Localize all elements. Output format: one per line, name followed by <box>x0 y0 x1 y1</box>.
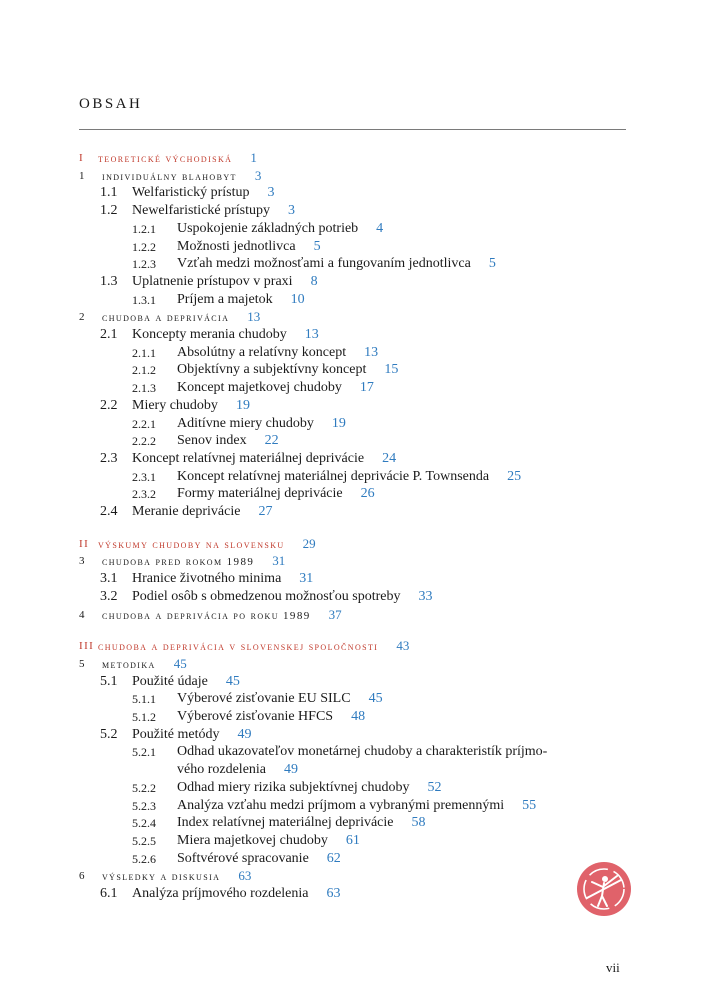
toc-entry-number: 5.2 <box>100 726 118 742</box>
toc-entry-number: 2.3.1 <box>132 469 156 484</box>
toc-entry-title: chudoba a deprivácia po roku 1989 <box>102 609 311 622</box>
toc-entry-page[interactable]: 19 <box>331 415 346 431</box>
toc-entry-page[interactable]: 10 <box>290 291 305 307</box>
toc-entry-title: Miery chudoby <box>132 397 218 413</box>
toc-entry-number: 2 <box>79 311 86 324</box>
toc-entry-title: Objektívny a subjektívny koncept <box>177 362 367 378</box>
toc-entry-number: 2.2.1 <box>132 416 156 431</box>
toc-entry-number: 2.2.2 <box>132 434 156 449</box>
toc-entry-title: individuálny blahobyt <box>102 170 237 183</box>
toc-entry-number: 5.2.5 <box>132 833 156 848</box>
toc-entry-title: Výberové zisťovanie HFCS <box>177 709 334 724</box>
toc-entry-page[interactable]: 22 <box>264 433 279 449</box>
toc-entry-title: Hranice životného minima <box>132 571 282 587</box>
toc-entry-title: Odhad ukazovateľov monetárnej chudoby a charakteristík príjmo- <box>177 744 548 760</box>
toc-entry-page[interactable]: 17 <box>359 380 374 396</box>
toc-entry-page[interactable]: 26 <box>360 486 375 502</box>
toc-entry-title: Analýza vzťahu medzi príjmom a vybranými premennými <box>177 797 505 813</box>
toc-entry-number: 5.2.2 <box>132 780 156 795</box>
toc-entry-title: teoretické východiská <box>98 153 233 165</box>
toc-entry-number: 1.2 <box>100 203 118 219</box>
toc-entry-number: 5 <box>79 657 86 670</box>
toc-entry-number: 2.2 <box>100 397 118 413</box>
toc-entry-title: metodika <box>102 658 156 671</box>
toc-entry-number: 2.1.2 <box>132 363 156 378</box>
toc-entry-title: výskumy chudoby na slovensku <box>98 538 285 551</box>
toc-entry-page[interactable]: 29 <box>302 535 316 551</box>
toc-entry-number: 5.2.1 <box>132 745 156 760</box>
toc-entry-page[interactable]: 45 <box>368 691 383 707</box>
toc-entry-title: Aditívne miery chudoby <box>177 415 314 431</box>
toc-entry-title: výsledky a diskusia <box>102 871 221 884</box>
toc-entry-number: I <box>79 152 85 164</box>
toc-entry-number: 2.1.3 <box>132 381 156 396</box>
toc-entry-number: III <box>79 640 95 653</box>
toc-entry-title: Senov index <box>177 433 247 449</box>
toc-entry-title: Možnosti jednotlivca <box>177 238 296 254</box>
toc-entry-page[interactable]: 8 <box>310 273 318 289</box>
toc-entry-page[interactable]: 62 <box>326 850 341 866</box>
toc-entry-page[interactable]: 1 <box>250 150 257 165</box>
toc-entry-page[interactable]: 25 <box>507 468 522 484</box>
toc-entry-page[interactable]: 13 <box>364 344 379 360</box>
toc-entry-number: 2.3 <box>100 450 118 466</box>
toc-entry-title: Uspokojenie základných potrieb <box>177 220 359 236</box>
toc-entry-title: Absolútny a relatívny koncept <box>177 344 347 360</box>
toc-entry-page[interactable]: 49 <box>284 762 299 778</box>
toc-entry-page[interactable]: 45 <box>173 655 187 671</box>
toc-entry-page[interactable]: 3 <box>254 167 262 183</box>
toc-entry-page[interactable]: 5 <box>488 256 496 272</box>
toc-entry-title: Newelfaristické prístupy <box>132 203 271 219</box>
toc-entry-page[interactable]: 27 <box>258 504 273 519</box>
toc-entry-page[interactable]: 45 <box>225 673 240 689</box>
toc-entry-number: 5.2.4 <box>132 816 156 831</box>
toc-entry-page[interactable]: 31 <box>299 571 314 587</box>
toc-entry-number: 2.1.1 <box>132 345 156 360</box>
toc-entry-title: Formy materiálnej deprivácie <box>177 486 343 502</box>
toc-entry-title: Miera majetkovej chudoby <box>177 832 328 848</box>
toc-entry-number: 6.1 <box>100 886 118 901</box>
toc-entry-page[interactable]: 33 <box>418 588 433 604</box>
toc-entry-number: 1.2.2 <box>132 239 156 254</box>
toc-entry-title: Uplatnenie prístupov v praxi <box>132 273 293 289</box>
toc-entry-number: 5.2.6 <box>132 851 156 866</box>
toc-entry-number: 5.2.3 <box>132 798 156 813</box>
toc-entry-number: 1 <box>79 169 86 182</box>
toc-entry-page[interactable]: 13 <box>247 309 261 325</box>
toc-entry-number: 1.1 <box>100 185 118 201</box>
toc-entry-page[interactable]: 55 <box>522 797 537 813</box>
toc-entry-number: 3 <box>79 555 86 568</box>
toc-entry-page[interactable]: 49 <box>237 726 252 742</box>
toc-entry-title: Koncept majetkovej chudoby <box>177 380 342 396</box>
toc-entry-page[interactable]: 24 <box>382 450 397 466</box>
toc-entry-title: Odhad miery rizika subjektívnej chudoby <box>177 779 410 795</box>
toc-entry-number: 1.2.1 <box>132 221 156 236</box>
toc-entry-title: vého rozdelenia <box>177 762 267 778</box>
toc-entry-title: Softvérové spracovanie <box>177 850 309 866</box>
toc-entry-page[interactable]: 15 <box>384 362 399 378</box>
toc-entry-page[interactable]: 61 <box>345 832 360 848</box>
toc-entry-title: Welfaristický prístup <box>132 185 250 201</box>
toc-entry-page[interactable]: 37 <box>328 606 342 622</box>
toc-entry-number: II <box>79 537 90 550</box>
toc-entry-page[interactable]: 48 <box>351 709 366 724</box>
toc-entry-number: 5.1 <box>100 673 118 689</box>
toc-entry-number: 2.3.2 <box>132 487 156 502</box>
toc-entry-number: 3.1 <box>100 571 118 587</box>
toc-entry-number: 4 <box>79 608 86 621</box>
toc-entry-number: 3.2 <box>100 588 118 604</box>
toc-entry-title: Príjem a majetok <box>177 291 273 307</box>
toc-entry-number: 2.1 <box>100 327 118 342</box>
toc-entry-title: Podiel osôb s obmedzenou možnosťou spotreby <box>132 588 401 604</box>
toc-entry-page[interactable]: 4 <box>376 220 384 236</box>
toc-entry-title: Meranie deprivácie <box>132 504 241 519</box>
toc-heading: OBSAH <box>79 96 143 112</box>
toc-entry-number: 6 <box>79 870 86 883</box>
toc-entry-page[interactable]: 5 <box>313 238 321 254</box>
toc-entry-title: Index relatívnej materiálnej deprivácie <box>177 815 394 831</box>
toc-entry-title: Koncept relatívnej materiálnej deprivácie P. Townsenda <box>177 468 490 484</box>
toc-entry-title: Koncept relatívnej materiálnej deprivácie <box>132 450 365 466</box>
university-logo-icon <box>577 862 631 916</box>
toc-entry-title: Koncepty merania chudoby <box>132 327 287 342</box>
toc-entry-number: 5.1.2 <box>132 710 156 724</box>
toc-entry-page[interactable]: 43 <box>396 638 410 654</box>
toc-entry-page[interactable]: 63 <box>238 868 252 884</box>
toc-entry-number: 1.2.3 <box>132 257 156 272</box>
toc-entry-page[interactable]: 58 <box>411 815 426 831</box>
toc-entry-title: Výberové zisťovanie EU SILC <box>177 691 351 707</box>
toc-entry-title: Použité údaje <box>132 673 208 689</box>
toc-entry-page[interactable]: 3 <box>288 203 296 219</box>
toc-entry-page[interactable]: 31 <box>272 553 286 569</box>
toc-entry-page[interactable]: 52 <box>427 779 442 795</box>
toc-entry-page[interactable]: 19 <box>235 397 250 413</box>
toc-entry-page[interactable]: 13 <box>304 327 319 342</box>
toc-entry-number: 1.3 <box>100 273 118 289</box>
toc-entry-title: chudoba a deprivácia v slovenskej spoločnosti <box>98 641 379 654</box>
toc-entry-page[interactable]: 63 <box>326 886 341 901</box>
toc-entry-title: Použité metódy <box>132 726 220 742</box>
page-number: vii <box>606 960 620 975</box>
toc-entry-number: 2.4 <box>100 504 118 519</box>
toc-entry-title: chudoba pred rokom 1989 <box>102 556 255 569</box>
toc-entry-number: 5.1.1 <box>132 692 156 707</box>
toc-entry-title: chudoba a deprivácia <box>102 312 230 325</box>
toc-entry-page[interactable]: 3 <box>267 185 275 201</box>
toc-entry-number: 1.3.1 <box>132 292 156 307</box>
toc-entry-title: Analýza príjmového rozdelenia <box>132 886 309 901</box>
toc-entry-title: Vzťah medzi možnosťami a fungovaním jednotlivca <box>177 256 471 272</box>
